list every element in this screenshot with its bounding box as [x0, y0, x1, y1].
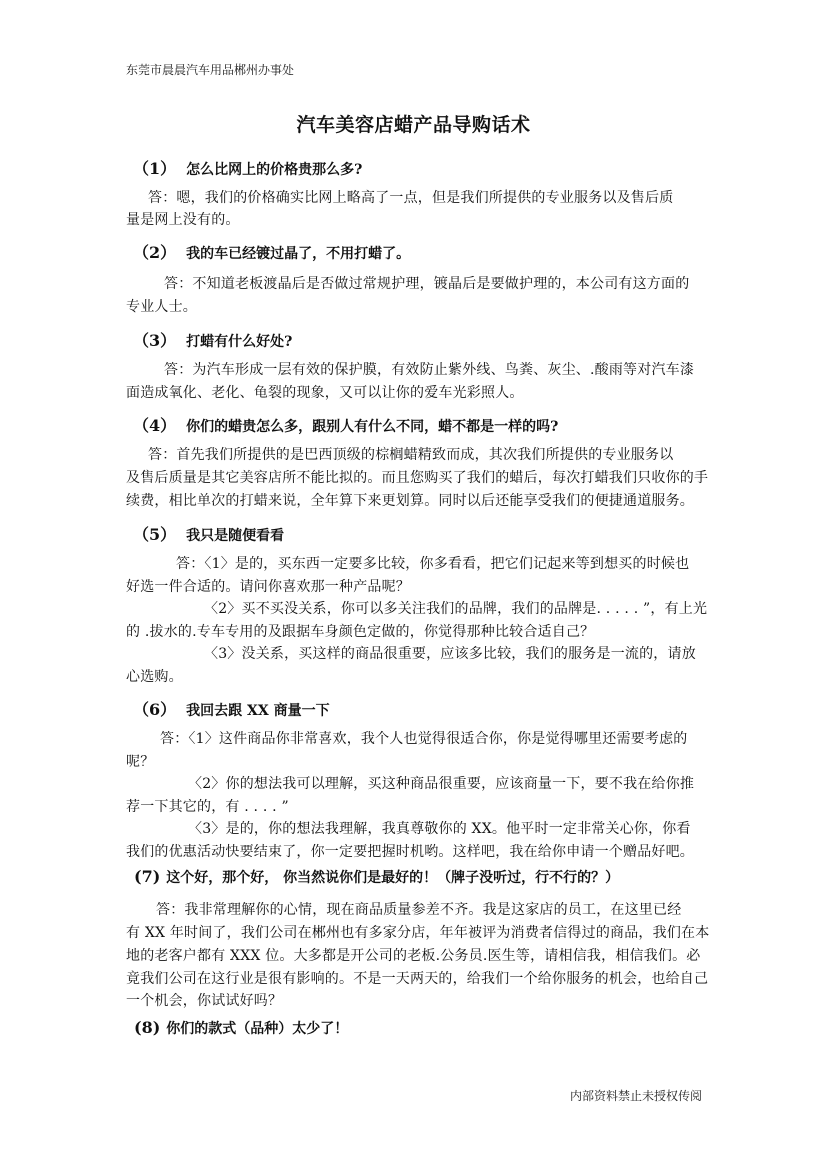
page-header: 东莞市晨晨汽车用品郴州办事处	[126, 63, 295, 77]
answer-line: 〈2〉你的想法我可以理解，买这种商品很重要，应该商量一下，要不我在给你推	[188, 776, 695, 792]
question-number: （6）	[133, 700, 177, 719]
answer-line: 我们的优惠活动快要结束了，你一定要把握时机哟。这样吧，我在给你申请一个赠品好吧。	[126, 844, 694, 860]
answer-line: 心选购。	[126, 669, 183, 685]
answer-line: 答：〈1〉这件商品你非常喜欢，我个人也觉得很适合你，你是觉得哪里还需要考虑的	[160, 731, 688, 747]
question-number: （2）	[133, 243, 177, 262]
answer-line: 答：〈1〉是的，买东西一定要多比较，你多看看，把它们记起来等到想买的时候也	[176, 556, 690, 572]
page-footer: 内部资料禁止未授权传阅	[570, 1089, 703, 1103]
document-title: 汽车美容店蜡产品导购话术	[296, 114, 531, 136]
answer-line: 呢？	[126, 754, 155, 770]
answer-line: 地的老客户都有 XXX 位。大多都是开公司的老板.公务员.医生等，请相信我，相信我们。必	[126, 948, 701, 964]
answer-line: 〈3〉是的，你的想法我理解，我真尊敬你的 XX。他平时一定非常关心你，你看	[188, 821, 691, 837]
answer-line: 〈3〉没关系，买这样的商品很重要，应该多比较，我们的服务是一流的，请放	[204, 646, 696, 662]
answer-line: 有 XX 年时间了，我们公司在郴州也有多家分店，年年被评为消费者信得过的商品，我们在本	[126, 925, 710, 941]
answer-line: 荐一下其它的，有 . . . . ”	[126, 799, 289, 815]
answer-line: 的 .拔水的.专车专用的及跟据车身颜色定做的，你觉得那种比较合适自己？	[126, 624, 595, 640]
question-text: 我的车已经镀过晶了，不用打蜡了。	[186, 246, 411, 262]
answer-line: 量是网上没有的。	[126, 212, 240, 228]
answer-line: 答：首先我们所提供的是巴西顶级的棕榈蜡精致而成，其次我们所提供的专业服务以	[148, 447, 674, 463]
answer-line: 专业人士。	[126, 299, 197, 315]
question-heading	[133, 156, 362, 179]
question-text: 这个好，那个好， 你当然说你们是最好的！（牌子没听过，行不行的？）	[166, 870, 620, 886]
answer-line: 答：为汽车形成一层有效的保护膜，有效防止紫外线、鸟粪、灰尘、.酸雨等对汽车漆	[164, 362, 695, 378]
question-heading	[134, 867, 619, 887]
answer-line: 答：不知道老板渡晶后是否做过常规护理，镀晶后是要做护理的，本公司有这方面的	[164, 276, 690, 292]
answer-line: 好选一件合适的。请问你喜欢那一种产品呢？	[126, 579, 410, 595]
answer-line: 答：嗯，我们的价格确实比网上略高了一点，但是我们所提供的专业服务以及售后质	[148, 190, 674, 206]
question-number: (7)	[134, 867, 161, 886]
question-heading	[133, 328, 292, 351]
question-number: （3）	[133, 331, 177, 350]
question-text: 你们的蜡贵怎么多，跟别人有什么不同，蜡不都是一样的吗?	[186, 419, 559, 435]
question-text: 你们的款式（品种）太少了！	[166, 1021, 349, 1037]
answer-line: 面造成氧化、老化、龟裂的现象，又可以让你的爱车光彩照人。	[126, 385, 524, 401]
question-heading	[133, 240, 410, 263]
answer-line: 竟我们公司在这行业是很有影响的。不是一天两天的，给我们一个给你服务的机会，也给自己	[126, 971, 709, 987]
question-heading	[133, 413, 558, 436]
question-heading	[133, 522, 284, 545]
question-number: （1）	[133, 159, 177, 178]
question-text: 我回去跟 XX 商量一下	[186, 703, 330, 719]
question-heading	[134, 1018, 348, 1038]
question-text: 怎么比网上的价格贵那么多?	[186, 162, 363, 178]
question-number: （4）	[133, 416, 177, 435]
question-text: 我只是随便看看	[186, 528, 285, 544]
answer-line: 〈2〉买不买没关系，你可以多关注我们的品牌，我们的品牌是. . . . . ”，有上光	[204, 601, 708, 617]
answer-line: 一个机会，你试试好吗？	[126, 993, 283, 1009]
answer-line: 及售后质量是其它美容店所不能比拟的。而且您购买了我们的蜡后，每次打蜡我们只收你的手	[126, 470, 709, 486]
answer-line: 答：我非常理解你的心情，现在商品质量参差不齐。我是这家店的员工，在这里已经	[156, 902, 682, 918]
question-number: (8)	[134, 1018, 161, 1037]
question-heading	[133, 697, 330, 720]
question-number: （5）	[133, 525, 177, 544]
question-text: 打蜡有什么好处?	[186, 334, 293, 350]
answer-line: 续费，相比单次的打蜡来说，全年算下来更划算。同时以后还能享受我们的便捷通道服务。	[126, 493, 694, 509]
